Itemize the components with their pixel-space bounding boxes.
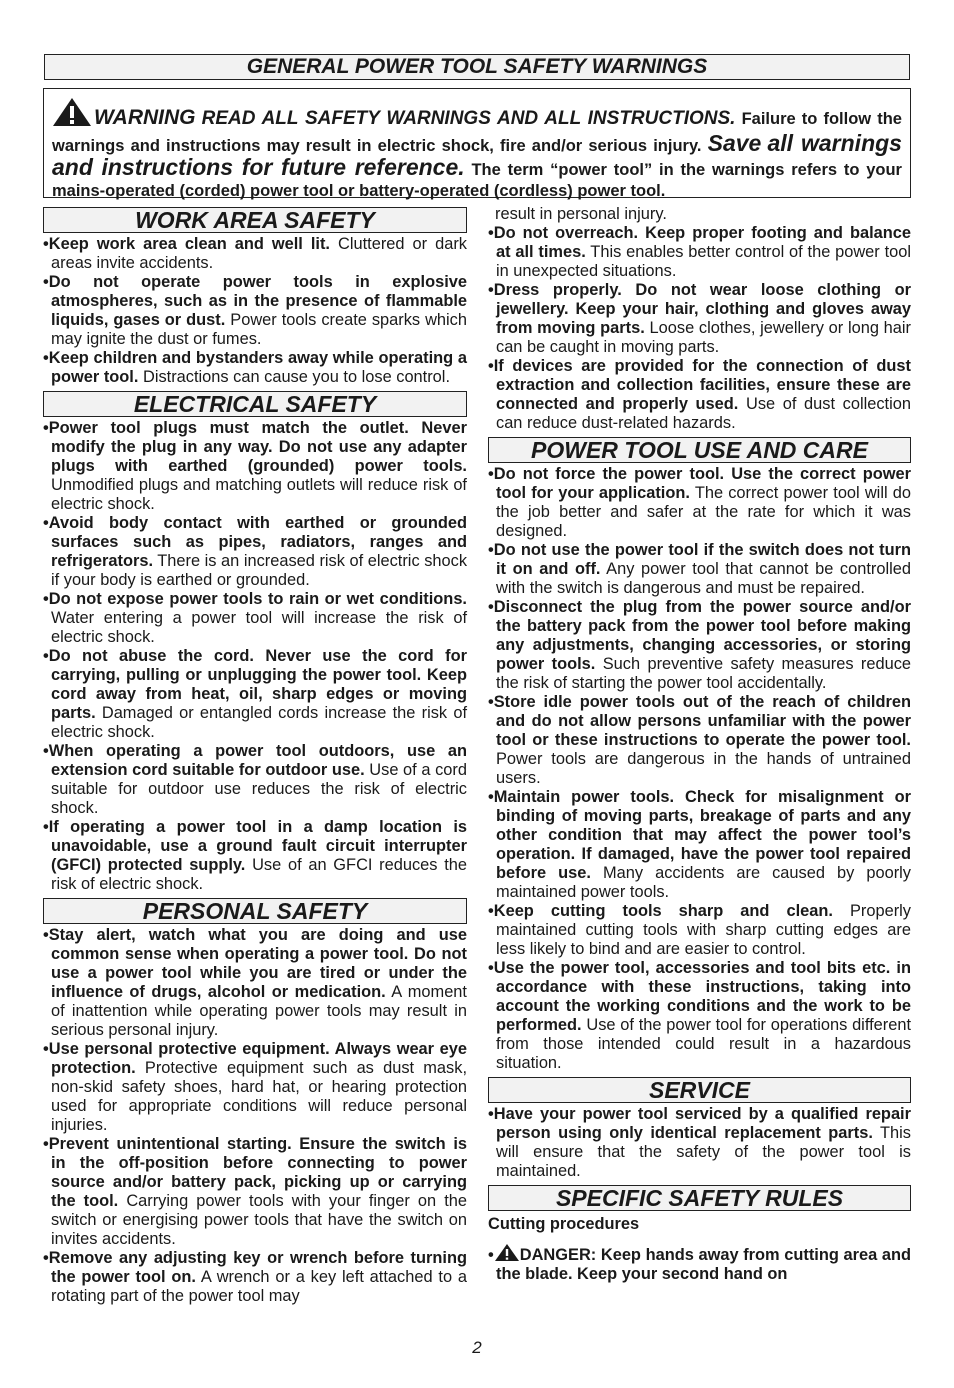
warning-word: WARNING [94, 106, 196, 129]
warning-text-1: Failure to follow the warnings and instructions may result in electric shock, fire and/or serious injury. [52, 110, 902, 155]
use-care-list [488, 465, 911, 1073]
list-item: •If operating a power tool in a damp location is unavoidable, use a ground fault circuit interrupter (GFCI) protected supply. Use of an GFCI reduces the risk of electric shock. [43, 818, 467, 893]
danger-triangle-icon [494, 1246, 520, 1264]
warning-text-2: The term “power tool” in the warnings refers to your mains-operated (corded) power tool or battery-operated (cordless) power tool. [52, 161, 902, 200]
list-item: •Avoid body contact with earthed or grounded surfaces such as pipes, radiators, ranges and refrigerators. There is an increased risk of electric shock if your body is earthed or grounded. [43, 514, 468, 589]
list-item: •Keep cutting tools sharp and clean. Properly maintained cutting tools with sharp cutting edges are less likely to bind and are easier to control. [488, 902, 911, 958]
list-item: •Have your power tool serviced by a qualified repair person using only identical replacement parts. This will ensure that the safety of the power tool is maintained. [488, 1105, 911, 1180]
section-title-electrical: ELECTRICAL SAFETY [43, 391, 467, 417]
list-item: •Store idle power tools out of the reach of children and do not allow persons unfamiliar with the power tool or these instructions to operate the power tool. Power tools are dangerous in the hands of untrained users. [488, 693, 911, 787]
list-item: •Do not force the power tool. Use the correct power tool for your application. The correct power tool will do the job better and safer at the rate for which it was designed. [488, 465, 911, 540]
page-number: 2 [472, 1338, 482, 1357]
list-item: •Do not expose power tools to rain or wet conditions. Water entering a power tool will increase the risk of electric shock. [43, 590, 467, 646]
list-item: •Maintain power tools. Check for misalignment or binding of moving parts, breakage of parts and any other condition that may affect the power tool’s operation. If damaged, have the power tool repaired before use. Many accidents are caused by poorly maintained power tools. [488, 788, 911, 901]
section-title-specific: SPECIFIC SAFETY RULES [488, 1185, 911, 1211]
list-item: •Remove any adjusting key or wrench before turning the power tool on. A wrench or a key left attached to a rotating part of the power tool may [43, 1249, 467, 1305]
list-item: •Use the power tool, accessories and tool bits etc. in accordance with these instructions, taking into account the working conditions and the work to be performed. Use of the power tool for operations different from those intended could result in a hazardous situation. [488, 959, 911, 1072]
service-list [488, 1105, 911, 1181]
list-item: •Prevent unintentional starting. Ensure the switch is in the off-position before connecting to power source and/or battery pack, picking up or carrying the tool. Carrying power tools with your finger on the switch or energising power tools that have the switch on invites accidents. [43, 1135, 468, 1248]
list-item: •Do not abuse the cord. Never use the cord for carrying, pulling or unplugging the power tool. Keep cord away from heat, oil, sharp edges or moving parts. Damaged or entangled cords increase the risk of electric shock. [43, 647, 467, 741]
right-column [488, 205, 911, 1284]
warning-triangle-icon [52, 97, 92, 133]
work-area-list [43, 235, 467, 387]
section-title-personal: PERSONAL SAFETY [43, 898, 467, 924]
list-item: •When operating a power tool outdoors, use an extension cord suitable for outdoor use. Use of a cord suitable for outdoor use reduces the risk of electric shock. [43, 742, 467, 817]
left-column [43, 207, 467, 1310]
warning-save-rest: all warnings and instructions for future reference. [52, 130, 902, 180]
list-item: •Use personal protective equipment. Always wear eye protection. Protective equipment such as dust mask, non-skid safety shoes, hard hat, or hearing protection used for appropriate conditions will reduce personal injuries. [43, 1040, 467, 1134]
section-title-use-care: POWER TOOL USE AND CARE [488, 437, 911, 463]
electrical-list [43, 419, 467, 894]
personal-list [43, 926, 467, 1306]
section-title-service: SERVICE [488, 1077, 911, 1103]
personal-list-continued [488, 224, 911, 433]
list-item: •Do not overreach. Keep proper footing and balance at all times. This enables better control of the power tool in unexpected situations. [488, 224, 911, 280]
list-item: •Do not operate power tools in explosive atmospheres, such as in the presence of flammable liquids, gases or dust. Power tools create sparks which may ignite the dust or fumes. [43, 273, 467, 348]
list-item: •Disconnect the plug from the power source and/or the battery pack from the power tool before making any adjustments, changing accessories, or storing power tools. Such preventive safety measures reduce the risk of starting the power tool accidentally. [488, 598, 912, 692]
list-item: •Dress properly. Do not wear loose clothing or jewellery. Keep your hair, clothing and gloves away from moving parts. Loose clothes, jewellery or long hair can be caught in moving parts. [488, 281, 912, 356]
danger-item: • DANGER: Keep hands away from cutting area and the blade. Keep your second hand on [488, 1246, 911, 1283]
list-item: •If devices are provided for the connection of dust extraction and collection facilities, ensure these are connected and properly used. Use of dust collection can reduce dust-related hazards. [488, 357, 911, 432]
warning-save: Save [707, 130, 762, 156]
warning-box [43, 88, 911, 198]
continued-text: result in personal injury. [495, 205, 667, 223]
page-title: GENERAL POWER TOOL SAFETY WARNINGS [44, 54, 910, 80]
warning-heading: READ ALL SAFETY WARNINGS AND ALL INSTRUCTIONS. [201, 108, 736, 129]
list-item: •Do not use the power tool if the switch does not turn it on and off. Any power tool that cannot be controlled with the switch is dangerous and must be repaired. [488, 541, 911, 597]
list-item: •Keep work area clean and well lit. Cluttered or dark areas invite accidents. [43, 235, 467, 272]
list-item: •Power tool plugs must match the outlet. Never modify the plug in any way. Do not use any adapter plugs with earthed (grounded) power tools. Unmodified plugs and matching outlets will reduce risk of electric shock. [43, 419, 467, 513]
list-item: •Keep children and bystanders away while operating a power tool. Distractions can cause you to lose control. [43, 349, 467, 386]
section-title-work-area: WORK AREA SAFETY [43, 207, 467, 233]
subheading-cutting: Cutting procedures [488, 1215, 640, 1233]
list-item: •Stay alert, watch what you are doing and use common sense when operating a power tool. Do not use a power tool while you are tired or under the influence of drugs, alcohol or medication. A moment of inattention while operating power tools may result in serious personal injury. [43, 926, 467, 1039]
